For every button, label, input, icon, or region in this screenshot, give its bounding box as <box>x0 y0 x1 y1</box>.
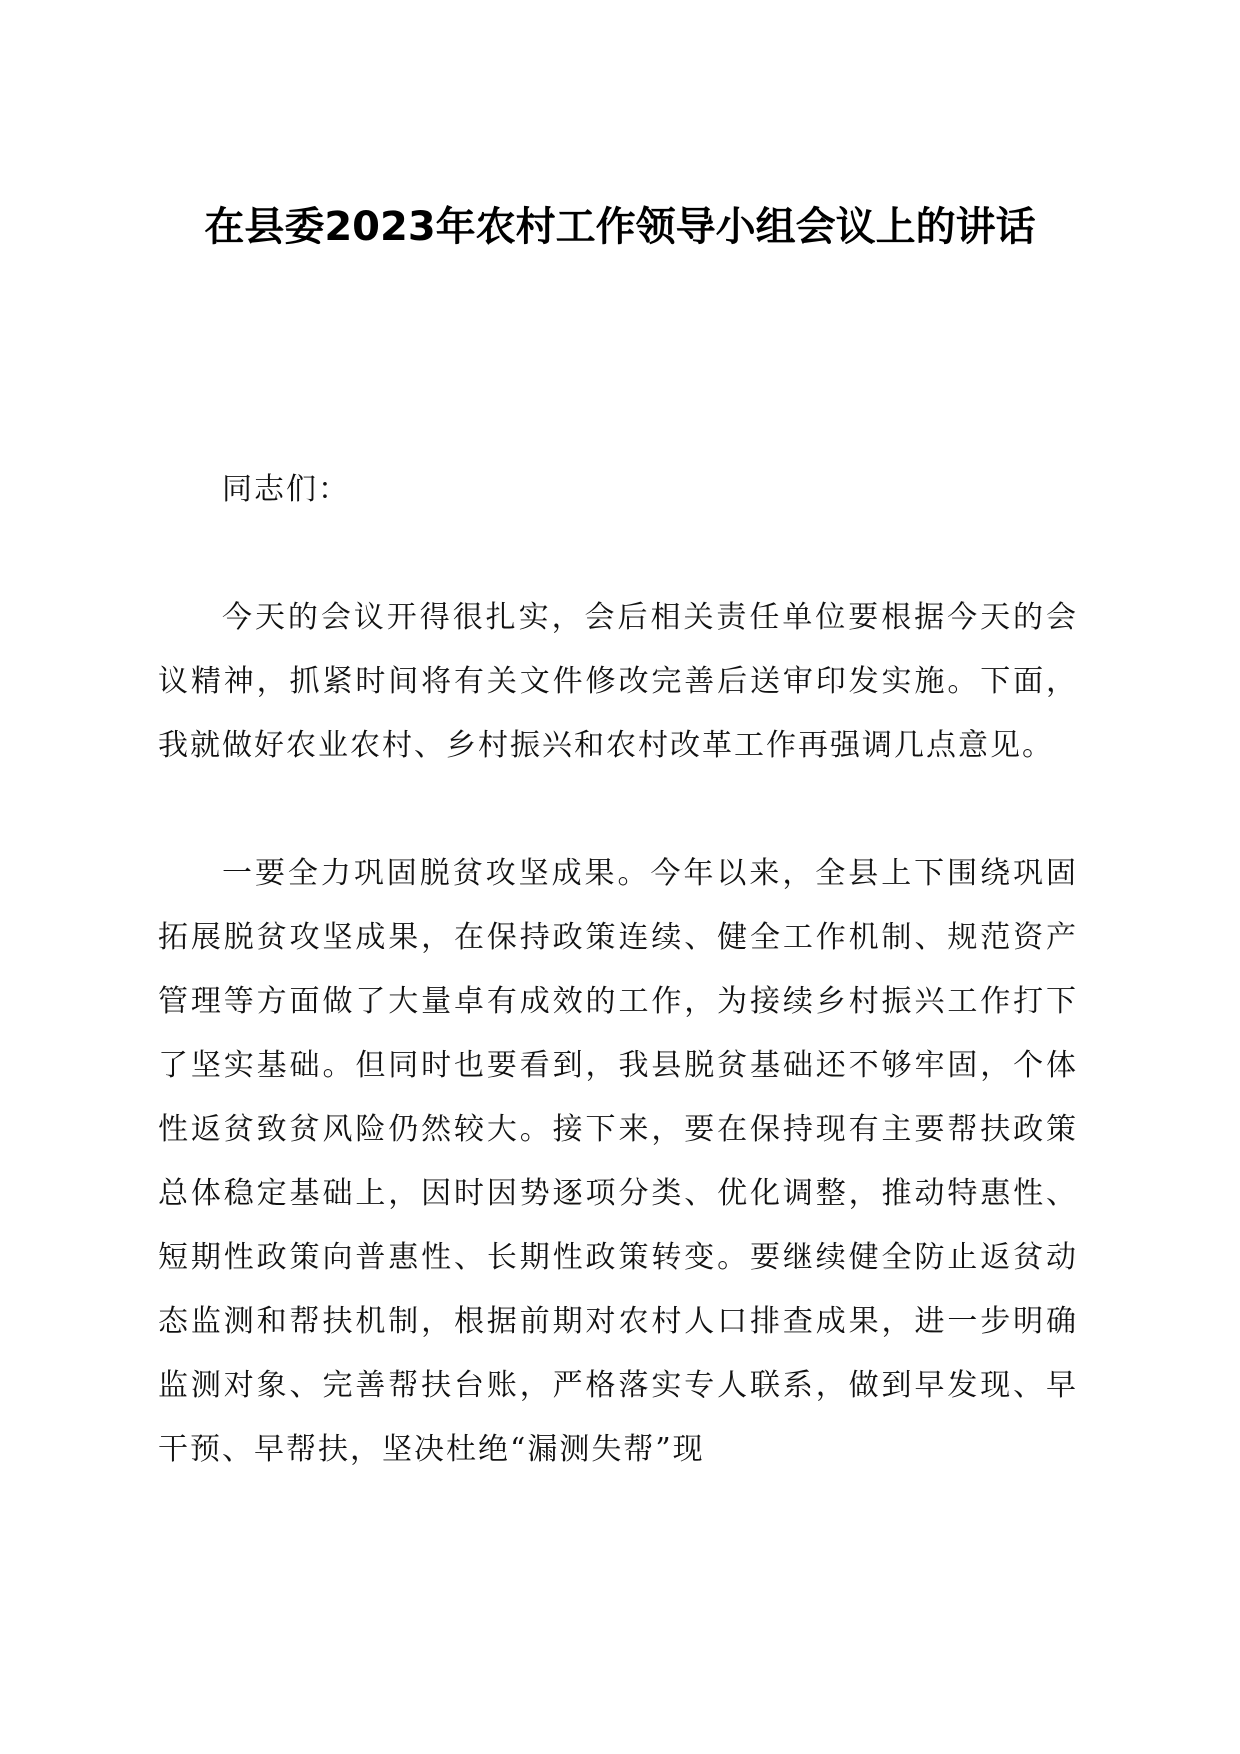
paragraph: 今天的会议开得很扎实，会后相关责任单位要根据今天的会议精神，抓紧时间将有关文件修改完善后送审印发实施。下面，我就做好农业农村、乡村振兴和农村改革工作再强调几点意见。 <box>158 600 1078 763</box>
paragraph: 一要全力巩固脱贫攻坚成果。今年以来，全县上下围绕巩固拓展脱贫攻坚成果，在保持政策连续、健全工作机制、规范资产管理等方面做了大量卓有成效的工作，为接续乡村振兴工作打下了坚实基础。但同时也要看到，我县脱贫基础还不够牢固，个体性返贫致贫风险仍然较大。接下来，要在保持现有主要帮扶政策总体稳定基础上，因时因势逐项分类、优化调整，推动特惠性、短期性政策向普惠性、长期性政策转变。要继续健全防止返贫动态监测和帮扶机制，根据前期对农村人口排查成果，进一步明确监测对象、完善帮扶台账，严格落实专人联系，做到早发现、早干预、早帮扶，坚决杜绝“漏测失帮”现 <box>158 856 1078 1467</box>
salutation: 同志们： <box>222 472 350 507</box>
document-title: 在县委2023年农村工作领导小组会议上的讲话 <box>204 204 1036 250</box>
document-body <box>158 458 1078 1546</box>
